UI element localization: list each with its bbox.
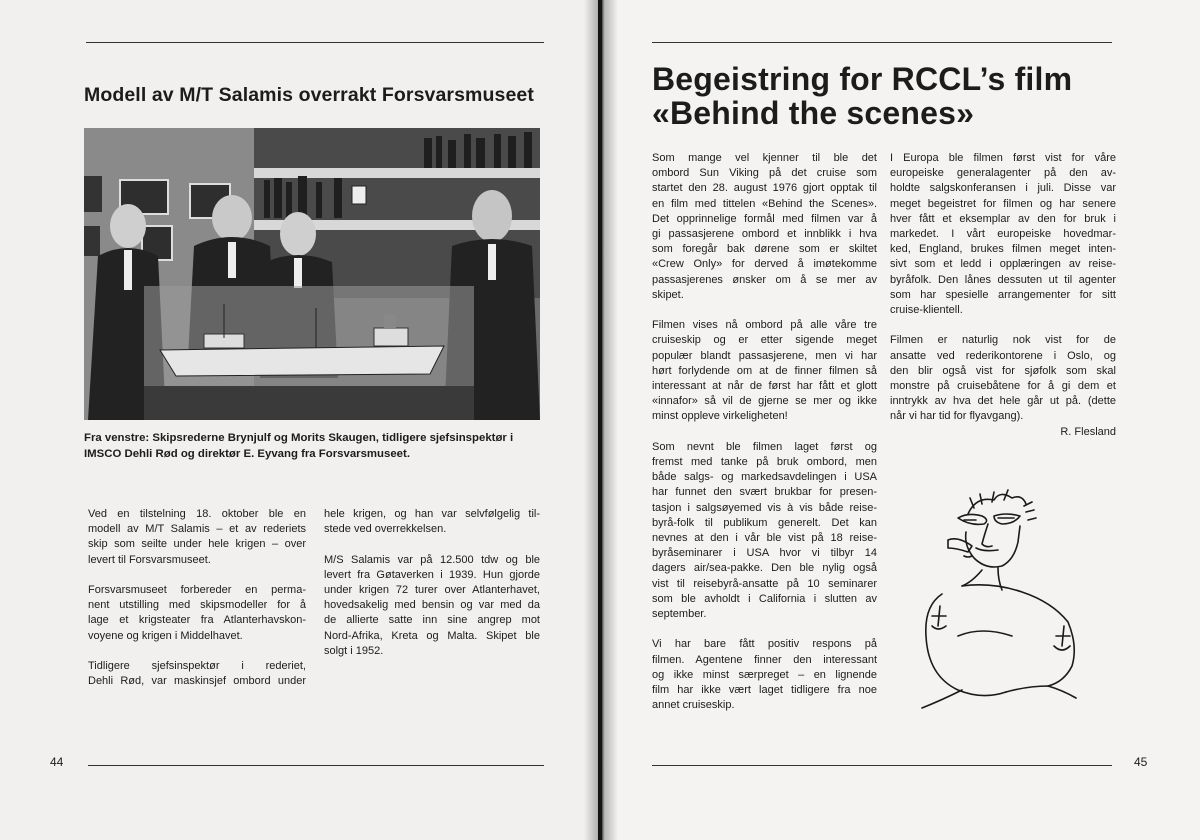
- article-headline: [652, 62, 1122, 130]
- left-column-1: [88, 507, 306, 705]
- left-column-2: [324, 507, 540, 674]
- text-line: skip som seilte under hele krigen – over: [88, 538, 306, 551]
- text-line: Ved en tilstelning 18. oktober ble en: [88, 508, 306, 520]
- caption-line: Fra venstre: Skipsrederne Brynjulf og Morits Skaugen, tidligere sjefsinspektør i: [84, 432, 514, 444]
- text-line: nevnes at den i vår ble vist på 18 reise-: [652, 532, 877, 545]
- text-line: hovedsakelig med bensin og var med da: [324, 599, 540, 612]
- text-line: skipet.: [652, 288, 684, 301]
- text-line: Filmen er naturlig nok vist for de: [890, 334, 1116, 347]
- text-line: hver fått et eksemplar av den for bruk i: [890, 212, 1116, 225]
- text-line: vist til reisebyrå-ansatte på 10 seminarer: [652, 577, 877, 590]
- paragraph: [324, 553, 540, 659]
- ship-model-photo: [84, 128, 540, 420]
- text-line: sivt som et ledd i opplæringen av reise-: [890, 258, 1116, 271]
- text-line: «innafor» så vil de gjerne se mer og ikke: [652, 395, 877, 408]
- text-line: tasjon i salgsøyemed vis à vis både reise-: [652, 501, 877, 514]
- text-line: levert til Forsvarsmuseet.: [88, 553, 211, 566]
- text-line: ked, England, brukes filmen meget inten-: [890, 243, 1116, 256]
- text-line: og ikke minst særpreget – en lignende: [652, 668, 877, 681]
- text-line: I Europa ble filmen først vist for våre: [890, 152, 1116, 164]
- text-line: Som mange vel kjenner til ble det: [652, 152, 877, 164]
- text-line: ombord Sun Viking på det cruise som: [652, 167, 877, 180]
- text-line: markedet. I vårt europeiske hovedmar-: [890, 228, 1116, 241]
- paragraph: [652, 440, 877, 622]
- text-line: stede ved overrekkelsen.: [324, 523, 447, 536]
- text-line: Vi har bare fått positiv respons på: [652, 638, 877, 651]
- text-line: hele krigen, og han var selvfølgelig til-: [324, 508, 540, 520]
- text-line: byråfolk. Den lånes dessuten ut til agenter: [890, 273, 1116, 286]
- text-line: Filmen vises nå ombord på alle våre tre: [652, 319, 877, 332]
- paragraph: [88, 583, 306, 644]
- text-line: byrå-folk til publikum generelt. Det kan: [652, 516, 877, 529]
- photo-caption: [84, 430, 544, 462]
- text-line: passasjerenes ønsker om å se mer av: [652, 273, 877, 286]
- bottom-rule-left: [88, 765, 544, 766]
- text-line: M/S Salamis var på 12.500 tdw og ble: [324, 553, 540, 566]
- text-line: når vi har tid for flyavgang).: [890, 410, 1024, 423]
- bottom-rule-right: [652, 765, 1112, 766]
- sailor-sketch-illustration: [902, 486, 1102, 722]
- paragraph: [890, 333, 1116, 424]
- paragraph: [890, 151, 1116, 318]
- text-line: levert fra Gøtaverken i 1939. Hun gjorde: [324, 568, 540, 581]
- top-rule-right: [652, 42, 1112, 43]
- text-line: de allierte satte inn sine angrep mot: [324, 614, 540, 627]
- paragraph: [652, 318, 877, 424]
- text-line: den blir også vist for sjøfolk som skal: [890, 364, 1116, 377]
- article-headline: Modell av M/T Salamis overrakt Forsvarsmuseet: [84, 84, 534, 106]
- text-line: Tidligere sjefsinspektør i rederiet,: [88, 660, 306, 672]
- text-line: har funnet den svært brukbar for presen-: [652, 486, 877, 499]
- paragraph: [652, 637, 877, 713]
- text-line: byråseminarer i USA hvor vi tilbyr 14: [652, 547, 877, 560]
- text-line: fremst med tanke på bruk ombord, men: [652, 456, 877, 469]
- text-line: både salgs- og markedsavdelingen i USA: [652, 471, 877, 484]
- text-line: Det opprinnelige formål med filmen var å: [652, 212, 877, 225]
- text-line: meget begeistret for filmen og har senere: [890, 197, 1116, 210]
- page-number-right: 45: [1134, 755, 1148, 769]
- text-line: interessant at når de først har fått et glott: [652, 380, 877, 393]
- text-line: filmen. Agentene finner den interessant: [652, 653, 877, 666]
- text-line: nent utstilling med skipsmodeller for å: [88, 599, 306, 612]
- text-line: lage et krigsteater fra Atlanterhavskon-: [88, 614, 306, 627]
- text-line: monstre på cruisebåtene for å gi dem et: [890, 380, 1116, 393]
- text-line: cruiseskip og er etter sigende meget: [652, 334, 877, 347]
- caption-line: IMSCO Dehli Rød og direktør E. Eyvang fra Forsvarsmuseet.: [84, 448, 410, 460]
- text-line: Som nevnt ble filmen laget først og: [652, 440, 877, 453]
- text-line: september.: [652, 608, 707, 621]
- text-line: annet cruiseskip.: [652, 699, 735, 712]
- text-line: holdte salgskonferansen i juli. Disse var: [890, 182, 1116, 195]
- text-line: gi passasjerene ombord et innblikk i hva: [652, 228, 877, 241]
- text-line: voyene og krigen i Middelhavet.: [88, 629, 243, 642]
- right-column-1: [652, 151, 877, 729]
- text-line: «Crew Only» for derved å imøtekomme: [652, 258, 877, 271]
- paragraph: [652, 151, 877, 303]
- text-line: under krigen 72 turer over Atlanterhavet,: [324, 584, 540, 596]
- text-line: Forsvarsmuseet forbereder en perma-: [88, 584, 306, 596]
- paragraph: [324, 507, 540, 537]
- text-line: minst oppleve virkeligheten!: [652, 410, 788, 423]
- text-line: startet den 28. august 1976 gjort opptak til: [652, 182, 877, 195]
- text-line: hørt forlydende om at de finner filmen så: [652, 364, 877, 377]
- text-line: europeiske generalagenter på den av-: [890, 167, 1116, 180]
- top-rule-left: [86, 42, 544, 43]
- book-spine: [584, 0, 618, 840]
- text-line: Dehli Rød, var maskinsjef ombord under: [88, 675, 306, 688]
- text-line: Nord-Afrika, Kreta og Malta. Skipet ble: [324, 629, 540, 642]
- headline-line: «Behind the scenes»: [652, 95, 975, 131]
- text-line: som foregår bak dørene som er skiltet: [652, 243, 877, 256]
- text-line: ansatte ved rederikontorene i Oslo, og: [890, 349, 1116, 362]
- author-signature: R. Flesland: [1060, 425, 1116, 438]
- left-page: [0, 0, 598, 840]
- text-line: en film med tittelen «Behind the Scenes».: [652, 197, 877, 210]
- paragraph: [88, 659, 306, 689]
- headline-line: Begeistring for RCCL’s film: [652, 61, 1073, 97]
- text-line: populær blandt passasjerene, men vi har: [652, 349, 877, 362]
- text-line: cruise-klientell.: [890, 304, 963, 317]
- text-line: solgt i 1952.: [324, 644, 384, 657]
- text-line: film har ikke vært laget tidligere fra noe: [652, 684, 877, 697]
- text-line: som har spesielle arrangementer for sitt: [890, 288, 1116, 301]
- right-column-2: [890, 151, 1116, 440]
- text-line: som ble avholdt i California i slutten av: [652, 592, 877, 605]
- page-number-left: 44: [50, 755, 64, 769]
- text-line: dagers air/sea-pakke. Den ble nylig også: [652, 562, 877, 575]
- paragraph: [88, 507, 306, 568]
- text-line: inntrykk av hva det hele går ut på. (dette: [890, 395, 1116, 408]
- text-line: modell av M/T Salamis – et av rederiets: [88, 523, 306, 536]
